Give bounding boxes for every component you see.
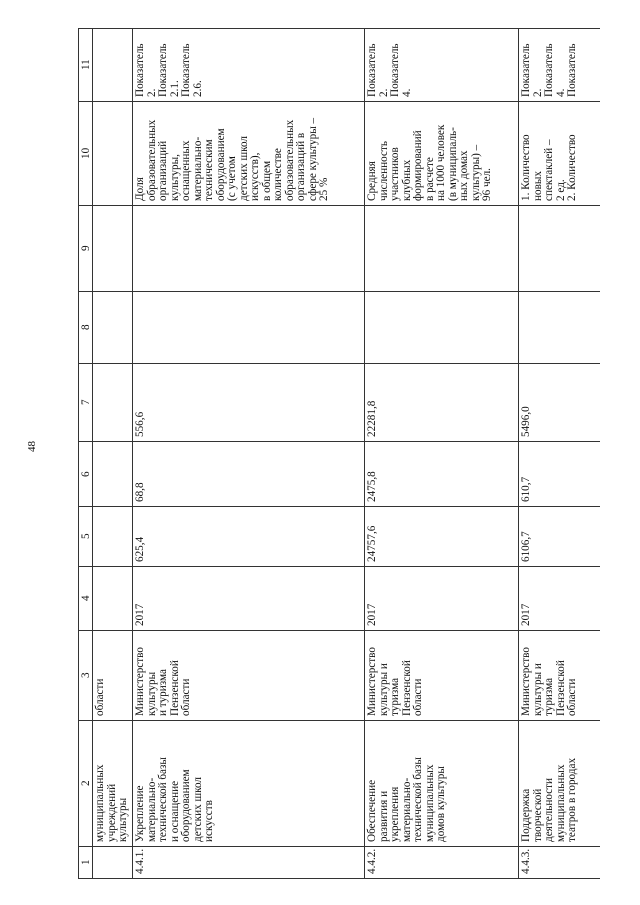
grid-line <box>78 363 600 364</box>
continued-name-cell: муниципальных учреждений культуры <box>94 764 129 842</box>
grid-line <box>132 28 133 878</box>
page-number: 48 <box>26 441 38 452</box>
grid-line <box>78 28 600 29</box>
total-amount-cell: 6106,7 <box>520 531 532 562</box>
grid-line <box>78 28 79 878</box>
row-number-cell: 4.4.2. <box>366 848 378 874</box>
row-number-cell: 4.4.1. <box>134 848 146 874</box>
regional-budget-cell: 68,8 <box>134 482 146 502</box>
indicator-link-cell: Показатель 2. Показатель 2.1. Показатель 2.6. <box>134 43 204 97</box>
grid-line <box>78 720 600 721</box>
regional-budget-cell: 2475,8 <box>366 471 378 502</box>
executor-cell: Министерство культуры и туризма Пензенской области <box>134 647 192 716</box>
grid-line <box>78 205 600 206</box>
header-col-8: 8 <box>80 324 92 330</box>
header-col-9: 9 <box>80 245 92 251</box>
grid-line <box>78 506 600 507</box>
year-cell: 2017 <box>520 603 532 626</box>
total-amount-cell: 625,4 <box>134 536 146 562</box>
header-col-10: 10 <box>80 147 92 159</box>
indicator-cell: Средняя численность участников клубных формирований в расчете на 1000 человек (в муниципаль- ных домах культуры) – 96 чел. <box>366 124 493 201</box>
header-col-3: 3 <box>80 672 92 678</box>
grid-line <box>364 28 365 878</box>
header-col-2: 2 <box>80 780 92 786</box>
federal-budget-cell: 22281,8 <box>366 400 378 437</box>
header-col-4: 4 <box>80 595 92 601</box>
grid-line <box>78 291 600 292</box>
grid-line <box>78 878 600 879</box>
header-col-6: 6 <box>80 470 92 477</box>
header-col-5: 5 <box>80 533 92 539</box>
year-cell: 2017 <box>134 603 146 626</box>
year-cell: 2017 <box>366 603 378 626</box>
total-amount-cell: 24757,6 <box>366 525 378 562</box>
indicator-cell: Доля образовательных организаций культуры, оснащенных материально- техническим оборудованием (с учетом детских школ искусств), в общем количестве образовательных организаций в сфере культуры – 25 % <box>134 117 330 201</box>
header-col-7: 7 <box>80 399 92 405</box>
grid-line <box>78 101 600 102</box>
executor-cell: Министерство культуры и туризма Пензенской области <box>520 647 578 716</box>
regional-budget-cell: 610,7 <box>520 476 532 502</box>
measure-name-cell: Поддержка творческой деятельности муниципальных театров в городах <box>520 757 578 842</box>
measure-name-cell: Укрепление материально- технической базы и оснащение оборудованием детских школ искусств <box>134 757 215 842</box>
indicator-link-cell: Показатель 2. Показатель 4. <box>366 43 413 97</box>
indicator-link-cell: Показатель 2. Показатель 4. Показатель <box>520 43 578 97</box>
grid-line <box>78 846 600 847</box>
continued-executor-cell: области <box>94 678 106 716</box>
grid-line <box>78 630 600 631</box>
header-col-11: 11 <box>80 59 92 70</box>
executor-cell: Министерство культуры и туризма Пензенской области <box>366 647 424 716</box>
grid-line <box>518 28 519 878</box>
indicator-cell: 1. Количество новых спектаклей – 2 ед. 2. Количество <box>520 134 578 201</box>
header-col-1: 1 <box>80 859 92 865</box>
grid-line <box>78 566 600 567</box>
grid-line <box>78 441 600 442</box>
federal-budget-cell: 5496,0 <box>520 406 532 437</box>
federal-budget-cell: 556,6 <box>134 411 146 437</box>
measure-name-cell: Обеспечение развития и укрепления материально- технической базы муниципальных домов культуры <box>366 757 447 842</box>
row-number-cell: 4.4.3. <box>520 848 532 874</box>
